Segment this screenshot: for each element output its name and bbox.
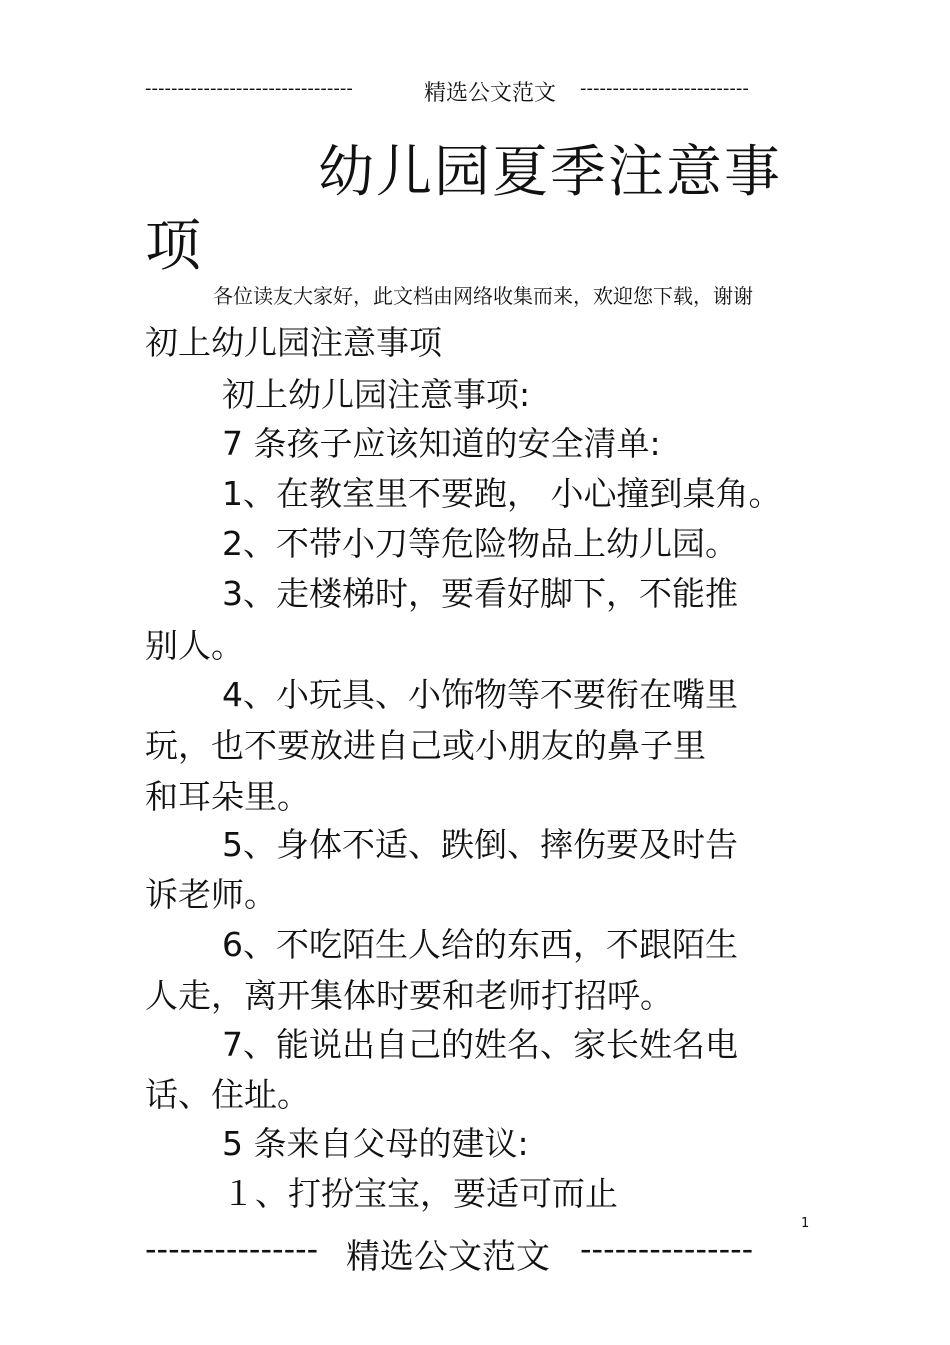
- header-title: 精选公文范文: [424, 81, 557, 106]
- body-line: 5、身体不适、跌倒、摔伤要及时告: [222, 825, 738, 864]
- header-dashes-left: --------------------------------: [145, 78, 353, 99]
- body-line: 玩，也不要放进自己或小朋友的鼻子里: [145, 726, 706, 765]
- greeting-text: 各位读友大家好，此文档由网络收集而来，欢迎您下载，谢谢: [213, 284, 753, 308]
- footer-dashes-right: ---------------: [580, 1230, 754, 1268]
- body-line: 4、小玩具、小饰物等不要衔在嘴里: [222, 675, 738, 714]
- body-line: 人走，离开集体时要和老师打招呼。: [145, 976, 673, 1015]
- body-line: 和耳朵里。: [145, 777, 310, 816]
- header-dashes-right: --------------------------: [580, 78, 749, 99]
- body-line: 1、在教室里不要跑， 小心撞到桌角。: [222, 474, 782, 513]
- body-line: 7 条孩子应该知道的安全清单:: [222, 424, 661, 463]
- body-line: １、打扮宝宝，要适可而止: [222, 1174, 618, 1213]
- body-line: 初上幼儿园注意事项:: [222, 375, 531, 414]
- footer-dashes-left: ---------------: [145, 1230, 319, 1268]
- body-line: 话、住址。: [145, 1075, 310, 1114]
- body-line: 5 条来自父母的建议:: [222, 1124, 529, 1163]
- body-line: 6、不吃陌生人给的东西，不跟陌生: [222, 925, 738, 964]
- document-title-line-1: 幼儿园夏季注意事: [318, 140, 782, 205]
- footer-title: 精选公文范文: [346, 1237, 550, 1277]
- document-title-line-2: 项: [145, 214, 201, 279]
- body-line: 初上幼儿园注意事项: [145, 323, 442, 362]
- body-line: 7、能说出自己的姓名、家长姓名电: [222, 1025, 738, 1064]
- body-line: 别人。: [145, 626, 244, 665]
- page-number: 1: [801, 1216, 810, 1231]
- body-line: 诉老师。: [145, 875, 277, 914]
- body-line: 2、不带小刀等危险物品上幼儿园。: [222, 524, 738, 563]
- body-line: 3、走楼梯时，要看好脚下，不能推: [222, 574, 738, 613]
